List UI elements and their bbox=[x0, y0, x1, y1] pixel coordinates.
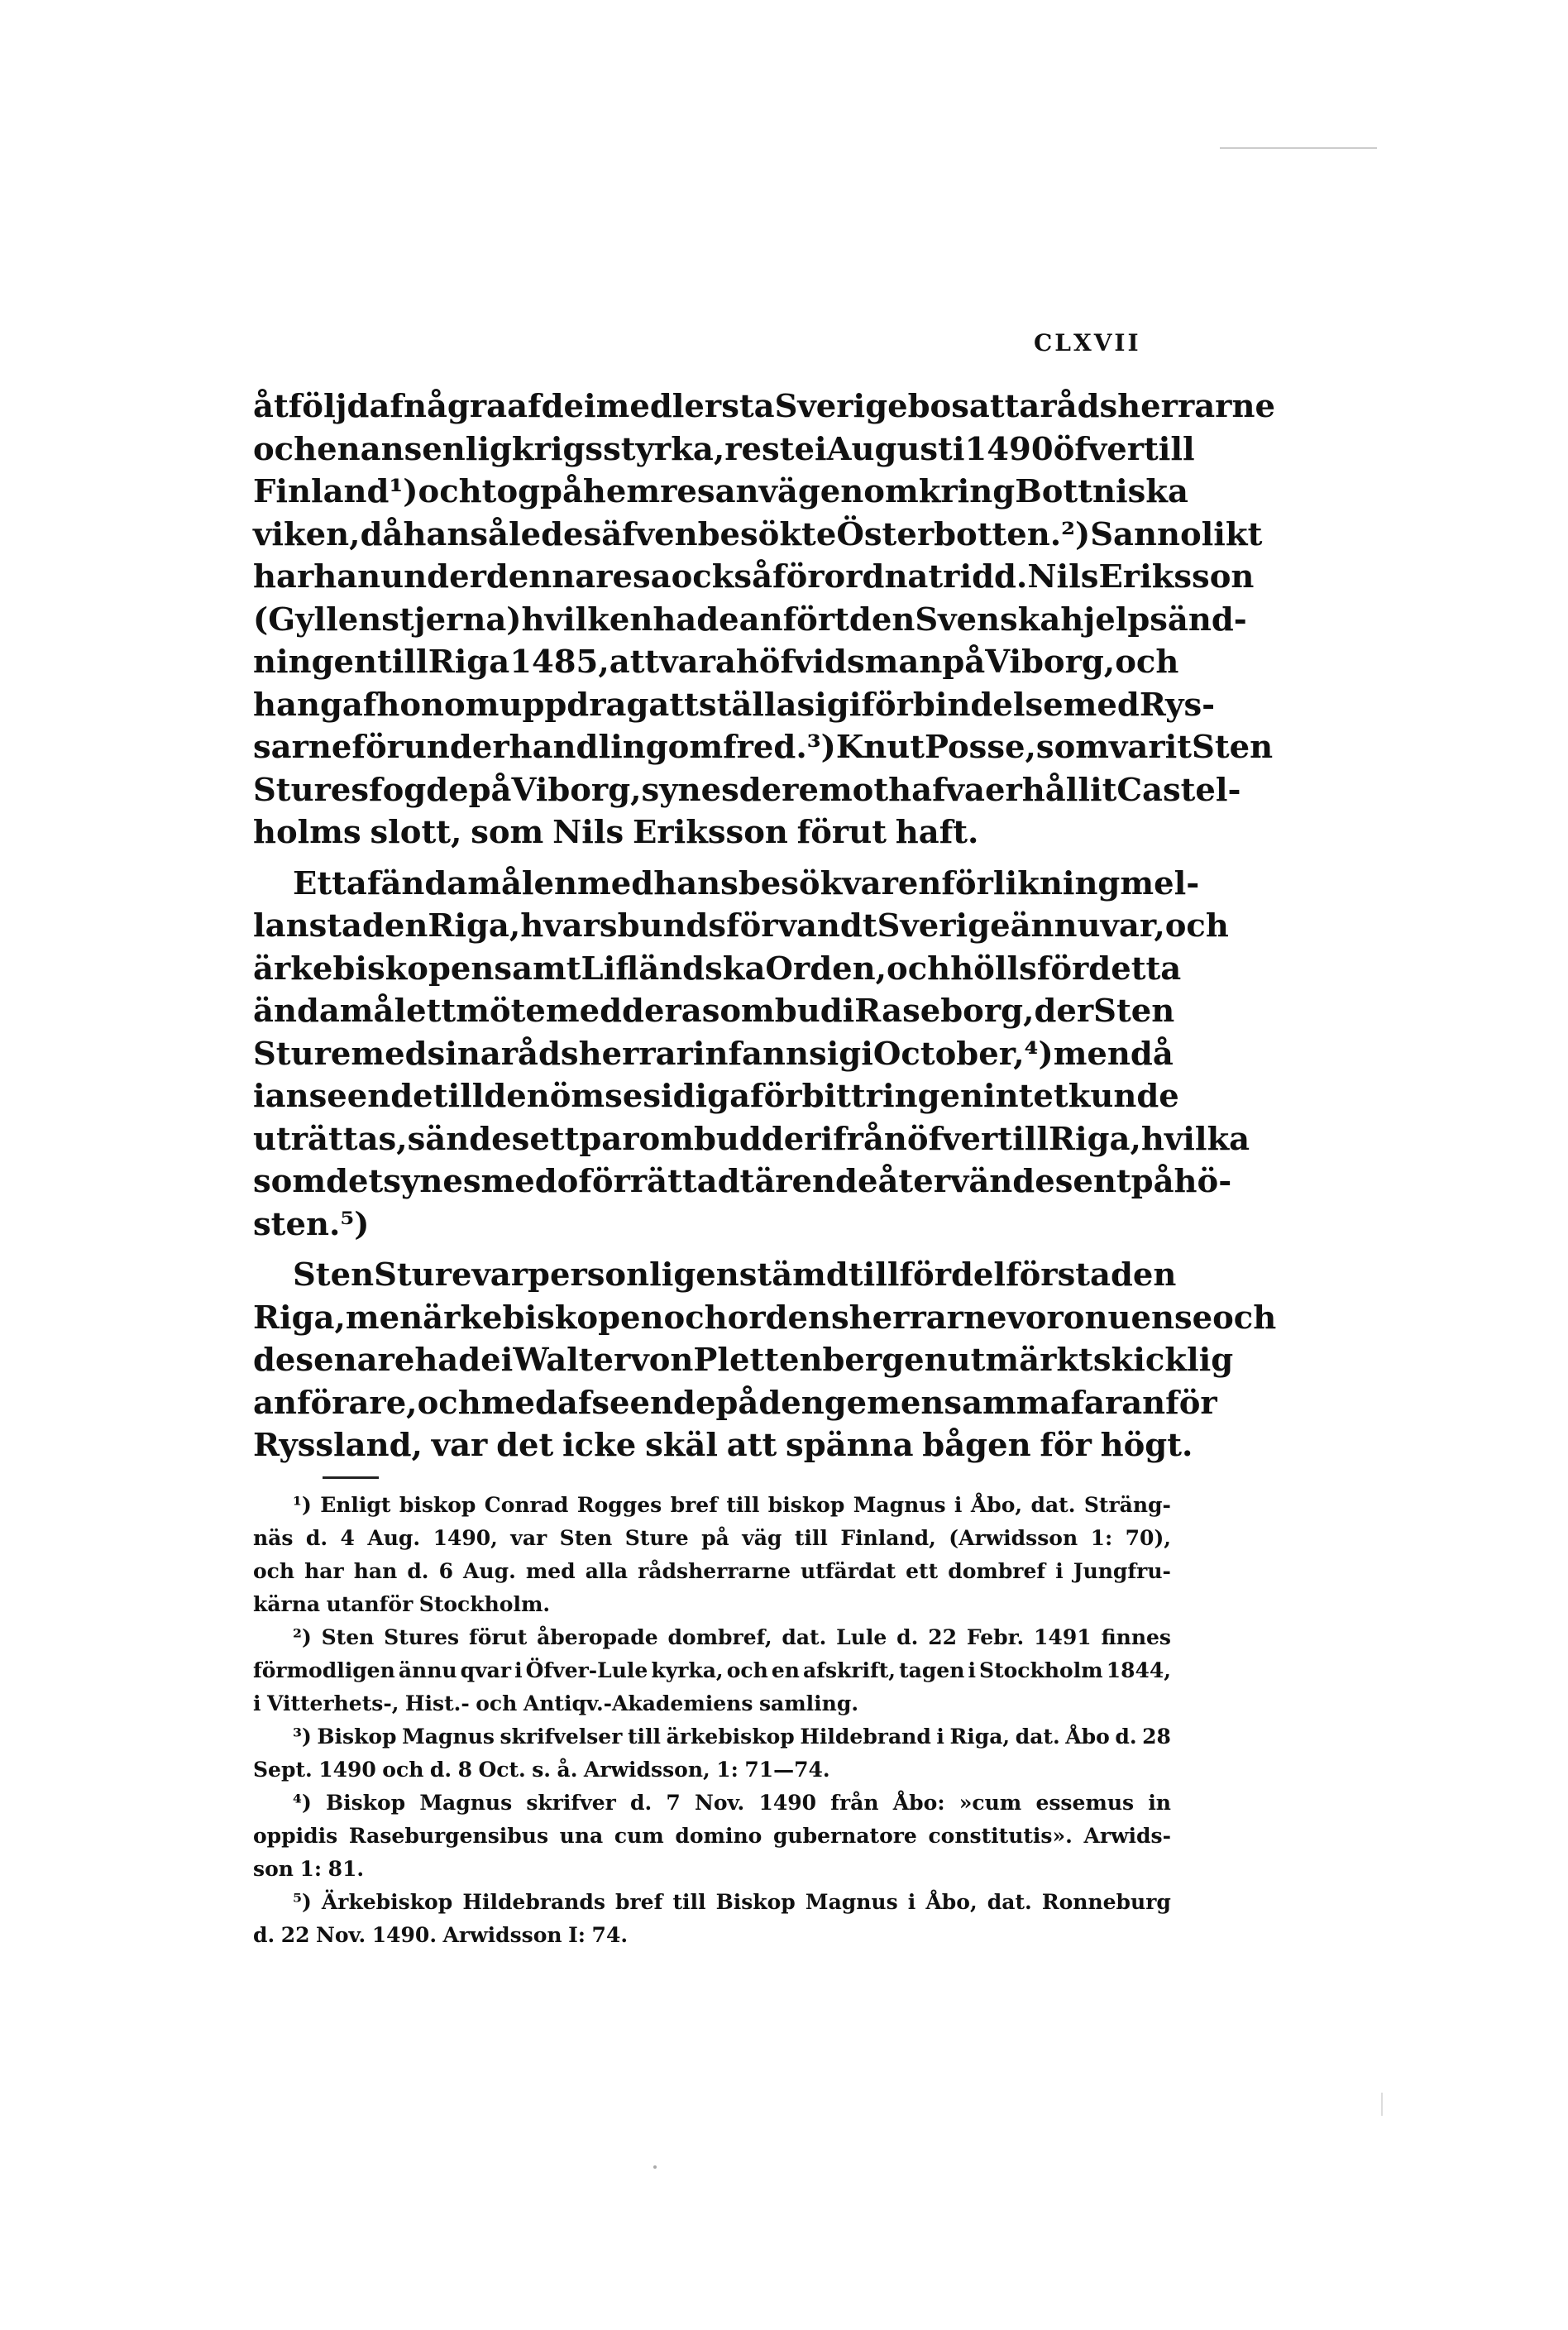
footnote-line: och har han d. 6 Aug. med alla rådsherrarne utfärdat ett dombref i Jungfru- bbox=[253, 1559, 1171, 1583]
footnote-line: ³) Biskop Magnus skrifvelser till ärkebiskop Hildebrand i Riga, dat. Åbo d. 28 bbox=[293, 1725, 1171, 1749]
text-line: och en ansenlig krigsstyrka, reste i Augusti 1490 öfver till bbox=[253, 430, 1195, 468]
footnote-line: ¹) Enligt biskop Conrad Rogges bref till biskop Magnus i Åbo, dat. Sträng- bbox=[293, 1493, 1171, 1517]
footnote-line: Sept. 1490 och d. 8 Oct. s. å. Arwidsson, 1: 71—74. bbox=[253, 1758, 830, 1782]
footnote-line: d. 22 Nov. 1490. Arwidsson I: 74. bbox=[253, 1923, 629, 1947]
text-line: Ett af ändamålen med hans besök var en förlikning mel- bbox=[293, 864, 1200, 902]
footnote-line: i Vitterhets-, Hist.- och Antiqv.-Akademiens samling. bbox=[253, 1691, 859, 1715]
paragraph-1 bbox=[253, 385, 1275, 854]
paragraph-2 bbox=[253, 863, 1250, 1246]
footnote-4 bbox=[253, 1787, 1171, 1886]
text-line: ningen till Riga 1485, att vara höfvidsman på Viborg, och bbox=[253, 644, 1179, 681]
text-line: sten.⁵) bbox=[253, 1205, 370, 1243]
text-line: uträttas, sändes ett par ombud derifrån öfver till Riga, hvilka bbox=[253, 1120, 1250, 1158]
footnote-line: ⁴) Biskop Magnus skrifver d. 7 Nov. 1490 från Åbo: »cum essemus in bbox=[293, 1791, 1171, 1815]
footnote-line: kärna utanför Stockholm. bbox=[253, 1592, 551, 1616]
edge-mark bbox=[1381, 2093, 1383, 2116]
footnote-line: son 1: 81. bbox=[253, 1857, 365, 1881]
text-line: Finland ¹) och tog på hemresan vägen omkring Bottniska bbox=[253, 473, 1188, 510]
text-line: viken, då han således äfven besökte Österbotten.²) Sannolikt bbox=[253, 515, 1263, 553]
body-text bbox=[253, 385, 1277, 1467]
paragraph-3 bbox=[253, 1254, 1277, 1467]
footnote-1 bbox=[253, 1489, 1171, 1621]
footnote-line: ⁵) Ärkebiskop Hildebrands bref till Biskop Magnus i Åbo, dat. Ronneburg bbox=[293, 1890, 1171, 1914]
footnote-line: ²) Sten Stures förut åberopade dombref, dat. Lule d. 22 Febr. 1491 finnes bbox=[293, 1625, 1171, 1649]
corner-rule bbox=[1220, 147, 1377, 149]
text-line: ärkebiskopen samt Lifländska Orden, och hölls för detta bbox=[253, 950, 1182, 988]
footnotes bbox=[253, 1489, 1171, 1952]
text-line: de senare hade i Walter von Plettenberg en utmärkt skicklig bbox=[253, 1342, 1234, 1379]
text-line: åtföljd af några af de i medlersta Sverige bosatta rådsherrarne bbox=[253, 388, 1275, 425]
text-line: Sture med sina rådsherrar infann sig i October,⁴) men då bbox=[253, 1035, 1174, 1073]
text-line: som det synes med oförrättadt ärende återvände sent på hö- bbox=[253, 1163, 1232, 1200]
text-line: Ryssland, var det icke skäl att spänna bågen för högt. bbox=[253, 1427, 1193, 1464]
text-line: i anseende till den ömsesidiga förbittringen intet kunde bbox=[253, 1078, 1179, 1115]
footnote-line: förmodligen ännu qvar i Öfver-Lule kyrka, och en afskrift, tagen i Stockholm 1844, bbox=[253, 1658, 1171, 1682]
text-line: sarne för underhandling om fred.³) Knut Posse, som varit Sten bbox=[253, 729, 1274, 766]
text-line: lan staden Riga, hvars bundsförvandt Sverige ännu var, och bbox=[253, 907, 1229, 945]
text-line: Sten Sture var personligen stämd till fördel för staden bbox=[293, 1256, 1177, 1294]
text-line: ändamål ett möte med deras ombud i Raseborg, der Sten bbox=[253, 993, 1175, 1030]
text-line: har han under denna resa också förordnat ridd. Nils Eriksson bbox=[253, 558, 1255, 596]
text-line: anförare, och med afseende på den gemensamma faran för bbox=[253, 1384, 1217, 1422]
text-line: Riga, men ärkebiskopen och ordensherrarne voro nu ense och bbox=[253, 1299, 1277, 1337]
text-line: (Gyllenstjerna) hvilken hade anfört den Svenska hjelpsänd- bbox=[253, 600, 1247, 639]
footnote-2 bbox=[253, 1621, 1171, 1720]
footnote-3 bbox=[253, 1720, 1171, 1787]
text-line: Stures fogde på Viborg, synes deremot hafva erhållit Castel- bbox=[253, 771, 1241, 809]
text-line: holms slott, som Nils Eriksson förut haft. bbox=[253, 814, 979, 851]
paper-speck bbox=[653, 2165, 657, 2169]
page-number: CLXVII bbox=[1034, 329, 1141, 356]
text-line: han gaf honom uppdrag att ställa sig i förbindelse med Rys- bbox=[253, 686, 1216, 724]
footnote-line: oppidis Raseburgensibus una cum domino gubernatore constitutis». Arwids- bbox=[253, 1824, 1171, 1848]
footnote-rule bbox=[323, 1476, 379, 1479]
footnote-5 bbox=[253, 1886, 1171, 1952]
footnote-line: näs d. 4 Aug. 1490, var Sten Sture på väg till Finland, (Arwidsson 1: 70), bbox=[253, 1526, 1171, 1550]
